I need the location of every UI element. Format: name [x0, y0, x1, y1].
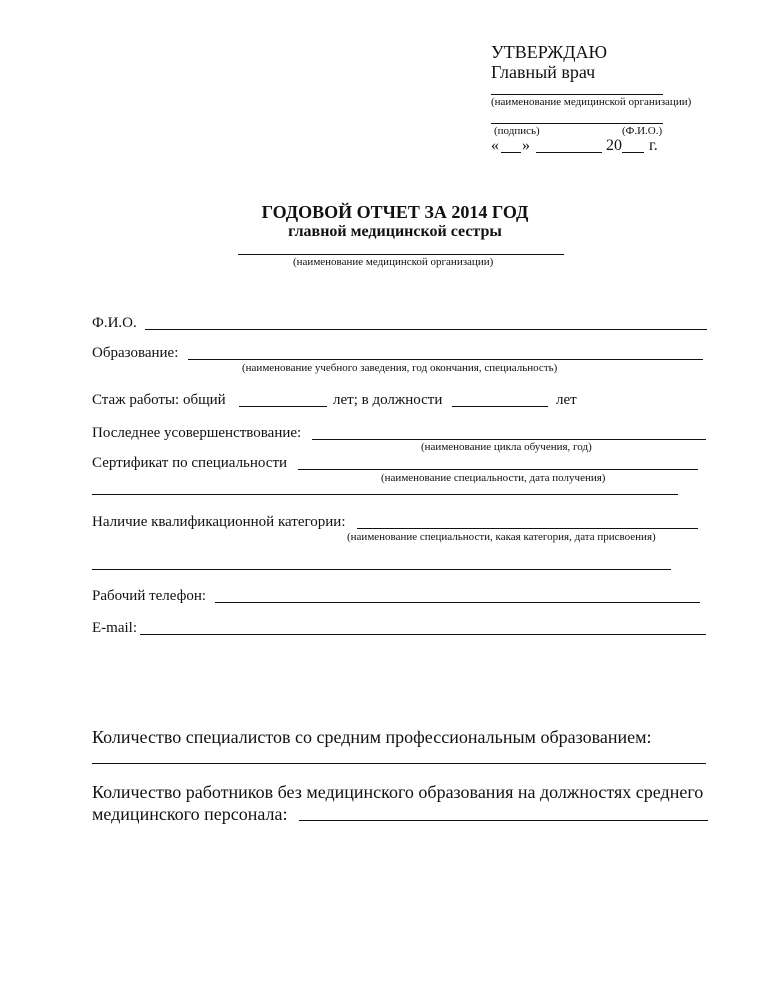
- education-field[interactable]: [188, 359, 703, 360]
- experience-end-label: лет: [556, 392, 577, 408]
- date-year-suffix: г.: [649, 137, 658, 154]
- training-label: Последнее усовершенствование:: [92, 425, 302, 441]
- education-caption: (наименование учебного заведения, год окончания, специальность): [242, 362, 558, 374]
- certificate-extra-line[interactable]: [92, 494, 678, 495]
- training-field[interactable]: [312, 439, 706, 440]
- training-caption: (наименование цикла обучения, год): [421, 441, 592, 453]
- date-close-quote: »: [522, 137, 530, 154]
- certificate-label: Сертификат по специальности: [92, 455, 288, 471]
- specialists-question: Количество специалистов со средним профессиональным образованием:: [92, 727, 652, 747]
- approver-position: Главный врач: [491, 62, 596, 82]
- date-year-prefix: 20: [606, 137, 622, 154]
- certificate-caption: (наименование специальности, дата получения): [381, 472, 606, 484]
- email-label: E-mail:: [92, 620, 137, 636]
- category-label: Наличие квалификационной категории:: [92, 514, 346, 530]
- date-open-quote: «: [491, 137, 499, 154]
- experience-position-field[interactable]: [452, 406, 548, 407]
- approver-signature-line[interactable]: [491, 123, 663, 124]
- experience-mid-label: лет; в должности: [333, 392, 443, 408]
- date-day-field[interactable]: [501, 152, 521, 153]
- education-label: Образование:: [92, 345, 179, 361]
- category-caption: (наименование специальности, какая категория, дата присвоения): [347, 531, 656, 543]
- phone-field[interactable]: [215, 602, 700, 603]
- signature-caption: (подпись): [494, 125, 540, 137]
- fio-field[interactable]: [145, 329, 707, 330]
- email-field[interactable]: [140, 634, 706, 635]
- org-name-line[interactable]: [238, 254, 564, 255]
- fio-caption: (Ф.И.О.): [622, 125, 663, 137]
- report-title: ГОДОВОЙ ОТЧЕТ ЗА 2014 ГОД: [261, 202, 529, 222]
- experience-label: Стаж работы: общий: [92, 392, 226, 408]
- org-name-caption: (наименование медицинской организации): [293, 256, 494, 268]
- workers-question-line2: медицинского персонала:: [92, 804, 288, 824]
- approver-org-caption: (наименование медицинской организации): [491, 96, 692, 108]
- report-subtitle: главной медицинской сестры: [288, 223, 502, 240]
- fio-label: Ф.И.О.: [92, 315, 137, 331]
- approver-org-line[interactable]: [491, 94, 663, 95]
- date-year-field[interactable]: [622, 152, 644, 153]
- category-field[interactable]: [357, 528, 698, 529]
- date-month-field[interactable]: [536, 152, 602, 153]
- experience-total-field[interactable]: [239, 406, 327, 407]
- specialists-answer-line[interactable]: [92, 763, 706, 764]
- workers-question-line1: Количество работников без медицинского образования на должностях среднего: [92, 782, 704, 802]
- phone-label: Рабочий телефон:: [92, 588, 207, 604]
- workers-answer-line[interactable]: [299, 820, 708, 821]
- category-extra-line[interactable]: [92, 569, 671, 570]
- approve-heading: УТВЕРЖДАЮ: [491, 42, 608, 62]
- certificate-field[interactable]: [298, 469, 698, 470]
